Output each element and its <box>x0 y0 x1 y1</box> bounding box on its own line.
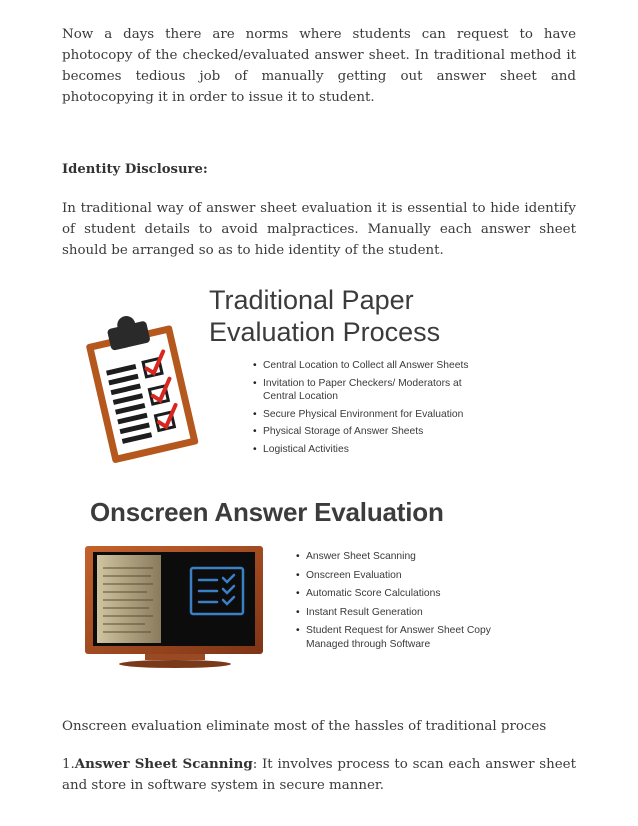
traditional-list <box>253 359 483 456</box>
summary-paragraph: Onscreen evaluation eliminate most of the hassles of traditional proces <box>62 719 547 734</box>
list-item: • Invitation to Paper Checkers/ Moderators at Central Location <box>253 377 483 404</box>
intro-paragraph: Now a days there are norms where students can request to have photocopy of the checked/evaluated answer sheet. In traditional method it becomes tedious job of manually getting out answer sheet and photocopying it in order to issue it to student. <box>62 27 576 105</box>
list-item: • Logistical Activities <box>253 443 483 457</box>
point-1-label: Answer Sheet Scanning <box>74 756 253 772</box>
onscreen-title: Onscreen Answer Evaluation <box>90 497 444 527</box>
traditional-title-line2: Evaluation Process <box>209 317 441 347</box>
list-item: • Physical Storage of Answer Sheets <box>253 425 483 439</box>
list-item: • Central Location to Collect all Answer Sheets <box>253 359 483 373</box>
onscreen-list <box>296 550 506 651</box>
list-item: • Instant Result Generation <box>296 606 506 620</box>
identity-heading: Identity Disclosure: <box>62 162 208 177</box>
list-item: • Student Request for Answer Sheet Copy Managed through Software <box>296 624 506 651</box>
point-1-text: : It involves process to scan each answer sheet and store in software system in secure manner. <box>62 757 576 793</box>
list-item: • Automatic Score Calculations <box>296 587 506 601</box>
list-item: • Onscreen Evaluation <box>296 569 506 583</box>
list-item: • Secure Physical Environment for Evaluation <box>253 408 483 422</box>
monitor-scan-icon <box>85 540 265 668</box>
traditional-title <box>209 284 440 348</box>
identity-paragraph: In traditional way of answer sheet evaluation it is essential to hide identify of student details to avoid malpractices. Manually each answer sheet should be arranged so as to hide identity of the student. <box>62 201 576 258</box>
traditional-title-line1: Traditional Paper <box>209 285 414 315</box>
clipboard-checklist-icon <box>80 315 206 465</box>
list-item: • Answer Sheet Scanning <box>296 550 506 564</box>
point-1-number: 1. <box>62 757 75 772</box>
point-1-paragraph <box>62 754 576 796</box>
